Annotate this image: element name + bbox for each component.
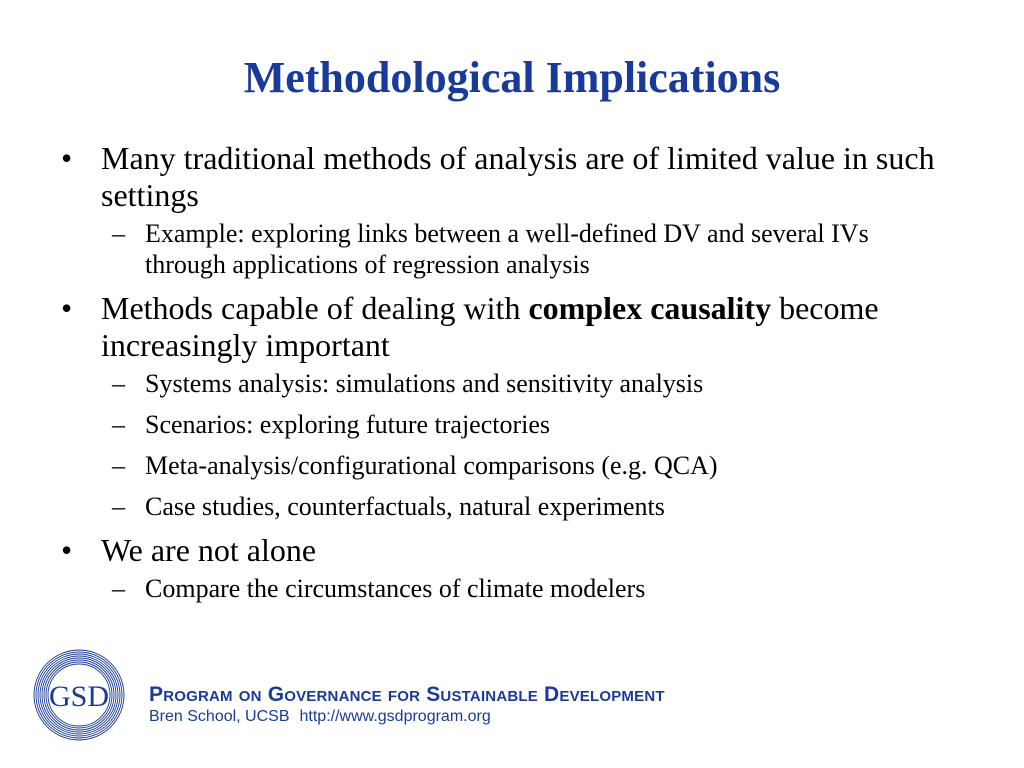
footer [149,683,665,727]
sub-bullet-item [56,491,956,522]
sub-bullet-text: Meta-analysis/configurational comparisons (e.g. QCA) [145,451,718,480]
slide-content [56,140,956,614]
bullet-text-before: Methods capable of dealing with [101,290,529,326]
bullet-text: We are not alone [101,532,317,568]
sub-bullet-text: Scenarios: exploring future trajectories [145,410,551,439]
bullet-marker: • [61,532,73,568]
sub-bullet-item [56,450,956,481]
bullet-text-bold: complex causality [528,290,772,326]
sub-bullet-text: Example: exploring links between a well-defined DV and several IVs through applications of regression analysis [145,219,869,279]
bullet-item [56,290,956,364]
sub-bullet-item [56,368,956,399]
footer-subline [149,707,665,727]
gsd-logo [32,648,126,742]
sub-bullet-item [56,409,956,440]
sub-bullet-text: Systems analysis: simulations and sensitivity analysis [145,369,704,398]
dash-marker: – [112,574,125,603]
bullet-item [56,140,956,214]
school-name: Bren School, UCSB [149,708,290,725]
sub-bullet-text: Compare the circumstances of climate modelers [145,574,646,603]
bullet-marker: • [61,140,73,176]
bullet-item [56,532,956,569]
sub-bullet-text: Case studies, counterfactuals, natural experiments [145,492,665,521]
dash-marker: – [112,492,125,521]
dash-marker: – [112,410,125,439]
sub-bullet-item [56,218,956,280]
dash-marker: – [112,451,125,480]
bullet-text-after: become increasingly important [101,290,879,363]
logo-text: GSD [48,680,110,713]
program-url[interactable]: http://www.gsdprogram.org [299,708,491,725]
dash-marker: – [112,219,125,248]
dash-marker: – [112,369,125,398]
slide-title: Methodological Implications [243,53,781,102]
bullet-text: Many traditional methods of analysis are of limited value in such settings [101,140,935,213]
sub-bullet-item [56,573,956,604]
bullet-marker: • [61,290,73,326]
program-name: Program on Governance for Sustainable Development [149,683,665,706]
